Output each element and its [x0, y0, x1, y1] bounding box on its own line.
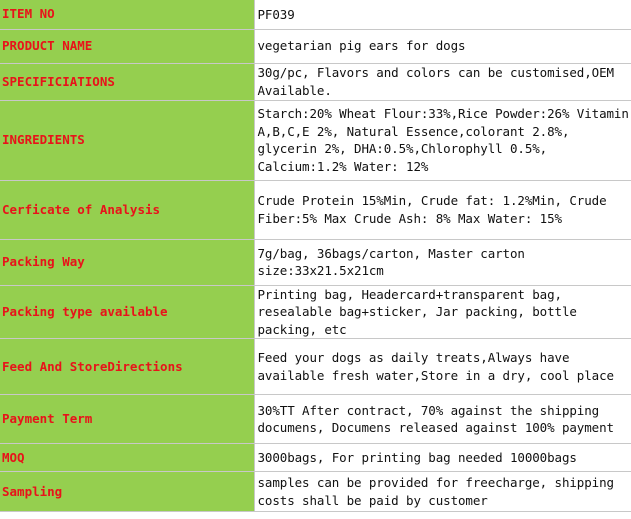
- table-row: [0, 29, 631, 63]
- row-value: Feed your dogs as daily treats,Always have available fresh water,Store in a dry, cool place: [254, 339, 631, 395]
- row-label: PRODUCT NAME: [0, 29, 254, 63]
- row-value: 30%TT After contract, 70% against the shipping documens, Documens released against 100% payment: [254, 395, 631, 444]
- table-row: [0, 100, 631, 180]
- table-row: [0, 395, 631, 444]
- row-value: 7g/bag, 36bags/carton, Master carton size:33x21.5x21cm: [254, 239, 631, 285]
- row-value: 3000bags, For printing bag needed 10000bags: [254, 444, 631, 472]
- row-value: PF039: [254, 0, 631, 29]
- row-label: Cerficate of Analysis: [0, 180, 254, 239]
- row-label: Packing type available: [0, 285, 254, 339]
- table-row: [0, 0, 631, 29]
- table-row: [0, 180, 631, 239]
- row-label: MOQ: [0, 444, 254, 472]
- row-label: Packing Way: [0, 239, 254, 285]
- table-row: [0, 285, 631, 339]
- row-value: Printing bag, Headercard+transparent bag, resealable bag+sticker, Jar packing, bottle packing, etc: [254, 285, 631, 339]
- row-label: INGREDIENTS: [0, 100, 254, 180]
- row-label: Sampling: [0, 472, 254, 512]
- row-value: Starch:20% Wheat Flour:33%,Rice Powder:26% Vitamin A,B,C,E 2%, Natural Essence,colorant 2.8%, glycerin 2%, DHA:0.5%,Chlorophyll 0.5%, Calcium:1.2% Water: 12%: [254, 100, 631, 180]
- table-row: [0, 444, 631, 472]
- row-value: vegetarian pig ears for dogs: [254, 29, 631, 63]
- row-label: Payment Term: [0, 395, 254, 444]
- row-value: Crude Protein 15%Min, Crude fat: 1.2%Min, Crude Fiber:5% Max Crude Ash: 8% Max Water: 15%: [254, 180, 631, 239]
- row-label: Feed And StoreDirections: [0, 339, 254, 395]
- row-label: ITEM NO: [0, 0, 254, 29]
- row-label: SPECIFICIATIONS: [0, 63, 254, 100]
- row-value: 30g/pc, Flavors and colors can be customised,OEM Available.: [254, 63, 631, 100]
- table-row: [0, 239, 631, 285]
- table-row: [0, 339, 631, 395]
- table-row: [0, 63, 631, 100]
- row-value: samples can be provided for freecharge, shipping costs shall be paid by customer: [254, 472, 631, 512]
- table-row: [0, 472, 631, 512]
